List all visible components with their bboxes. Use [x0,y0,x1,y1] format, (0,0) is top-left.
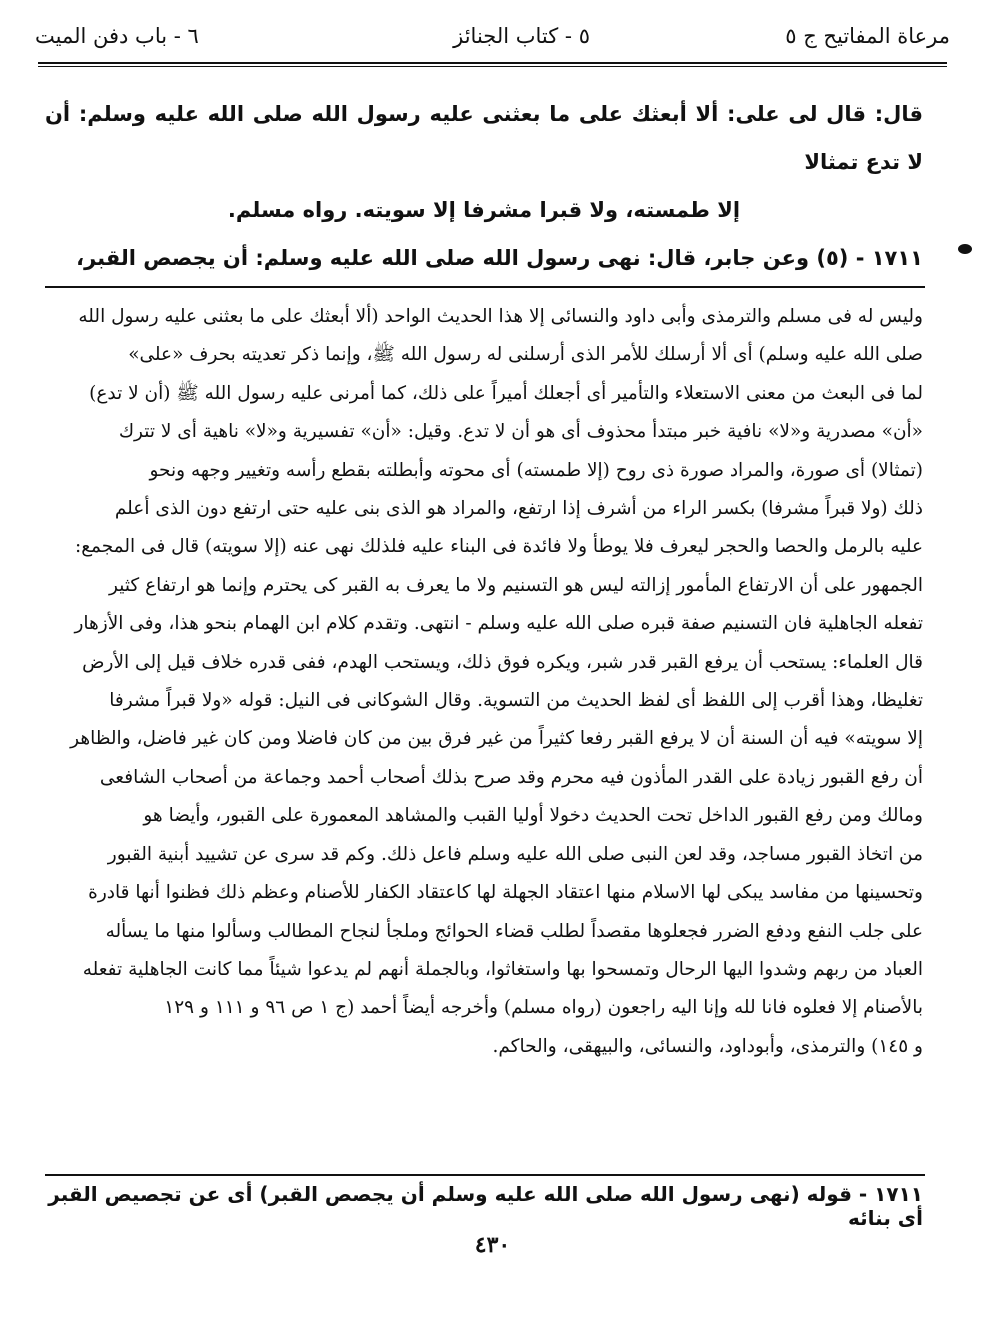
commentary-line: لما فى البعث من معنى الاستعلاء والتأمير أى أجعلك أميراً على ذلك، كما أمرنى عليه رسول الله ﷺ (أن لا تدع) [89,382,923,404]
header-rule [38,62,947,64]
header-book-title: مرعاة المفاتيح ج ٥ [785,24,950,48]
commentary-line: على جلب النفع ودفع الضرر فجعلوها مقصداً لطلب قضاء الحوائج وملجأ لنجاح المطالب وسألوا منها ما يسأله [105,920,923,942]
commentary-line: «أن» مصدرية و«لا» نافية خبر مبتدأ محذوف أى هو أن لا تدع. وقيل: «أن» تفسيرية و«لا» ناهية أى لا تترك [118,421,923,443]
section-rule [45,286,925,288]
commentary-line: وتحسينها من مفاسد يبكى لها الاسلام منها اعتقاد الجهلة لها كاعتقاد الكفار للأصنام وعظم ذلك فظنوا أنها قادرة [88,882,923,904]
hadith-line: قال: قال لى على: ألا أبعثك على ما بعثنى عليه رسول الله صلى الله عليه وسلم: أن لا تدع تمثالا [45,102,923,174]
commentary-line: من اتخاذ القبور مساجد، وقد لعن النبى صلى الله عليه وسلم فاعل ذلك. وكم قد سرى عن تشييد أبنية القبور [107,843,923,865]
header-section: ٦ - باب دفن الميت [35,24,199,48]
commentary-line: أن رفع القبور زيادة على القدر المأذون فيه محرم وقد صرح بذلك أصحاب أحمد وجماعة من أصحاب الشافعى [99,766,923,788]
commentary-line: تغليظا، وهذا أقرب إلى اللفظ أى لفظ الحديث من التسوية. وقال الشوكانى فى النيل: قوله «ولا قبراً مشرفا [109,690,923,712]
commentary-line: قال العلماء: يستحب أن يرفع القبر قدر شبر، ويكره فوق ذلك، ويستحب الهدم، ففى قدره خلاف قيل إلى الأرض [82,651,923,673]
hadith-line: إلا طمسته، ولا قبرا مشرفا إلا سويته. رواه مسلم. [227,198,741,222]
next-commentary: ١٧١١ - قوله (نهى رسول الله صلى الله عليه وسلم أن يجصص القبر) أى عن تجصيص القبر أى بنائه [48,1182,923,1230]
commentary-line: تفعله الجاهلية فان التسنيم صفة قبره صلى الله عليه وسلم - انتهى. وتقدم كلام ابن الهمام بنحو هذا، وفى الأزهار [74,613,923,635]
commentary [48,298,923,1066]
header-chapter: ٥ - كتاب الجنائز [453,24,590,48]
section-rule [45,1174,925,1176]
commentary-line: صلى الله عليه وسلم) أى ألا أرسلك للأمر الذى أرسلنى له رسول الله ﷺ، وإنما ذكر تعديته بحرف «على» [128,344,923,366]
commentary-line: ذلك (ولا قبراً مشرفا) بكسر الراء من أشرف إذا ارتفع، والمراد هو الذى بنى عليه حتى ارتفع دون الذى أعلم [114,498,923,520]
commentary-line: و ١٤٥) والترمذى، وأبوداود، والنسائى، والبيهقى، والحاكم. [492,1035,923,1057]
commentary-line: الجمهور على أن الارتفاع المأمور إزالته ليس هو التسنيم ولا ما يعرف به القبر كى يحترم وإنما هو ارتفاع كثير [109,574,923,596]
commentary-line: العباد من ربهم وشدوا اليها الرحال وتمسحوا بها واستغاثوا، وبالجملة أنهم لم يدعوا شيئاً مما كانت الجاهلية تفعله [82,958,923,980]
running-header [35,14,950,58]
commentary-line: عليه بالرمل والحصا والحجر ليعرف فلا يوطأ ولا فائدة فى البناء عليه فلذلك نهى عنه (إلا سويته) قال فى المجمع: [74,536,923,558]
commentary-line: وليس له فى مسلم والترمذى وأبى داود والنسائى إلا هذا الحديث الواحد (ألا أبعثك على ما بعثنى عليه رسول الله [78,306,923,327]
commentary-line: إلا سويته» فيه أن السنة أن لا يرفع القبر رفعا كثيراً من غير فرق بين من كان فاضلا ومن كان غير فاضل، والظاهر [70,728,923,750]
hadith-text [45,90,923,282]
commentary-line: بالأصنام إلا فعلوه فانا لله وإنا اليه راجعون (رواه مسلم) وأخرجه أيضاً أحمد (ج ١ ص ٩٦ و ١١١ و ١٢٩ [164,997,923,1019]
commentary-line: ومالك ومن رفع القبور الداخل تحت الحديث دخولا أوليا القبب والمشاهد المعمورة على القبور، وأيضا هو [143,805,923,827]
commentary-line: (تمثالا) أى صورة، والمراد صورة ذى روح (إلا طمسته) أى محوته وأبطلته بقطع رأسه وتغيير وجهه ونحو [149,459,923,481]
page-number: ٤٣٠ [474,1232,511,1258]
header-rule-thin [38,66,947,67]
hadith-1711: ١٧١١ - (٥) وعن جابر، قال: نهى رسول الله صلى الله عليه وسلم: أن يجصص القبر، [76,246,923,270]
margin-dot-icon [958,244,972,254]
